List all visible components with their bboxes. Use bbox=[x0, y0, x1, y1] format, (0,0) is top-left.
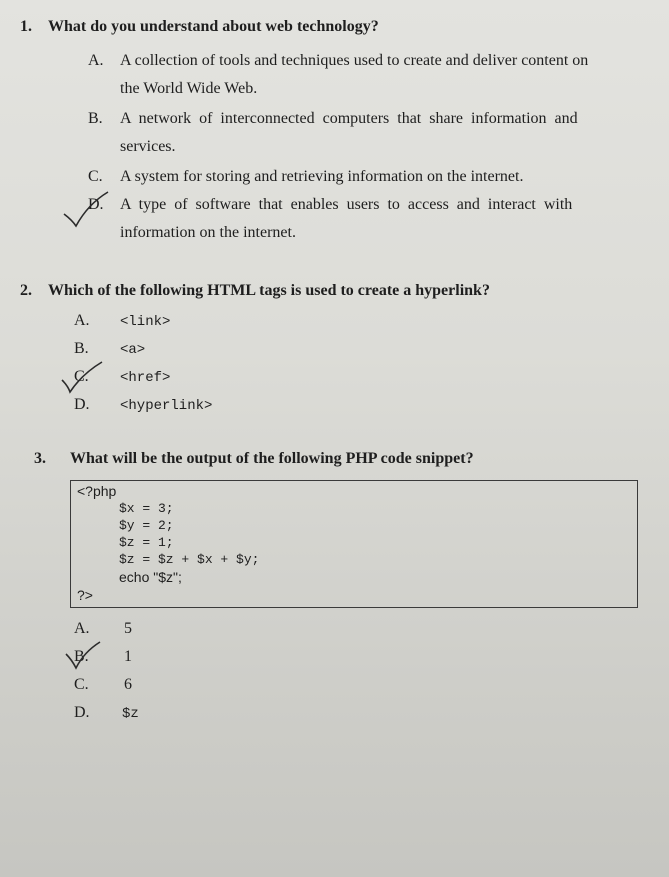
q1-option-a-line2: the World Wide Web. bbox=[120, 80, 258, 97]
code-line-y: $y = 2; bbox=[119, 518, 174, 533]
question-2-text: Which of the following HTML tags is used to create a hyperlink? bbox=[48, 282, 490, 299]
question-2-number: 2. bbox=[20, 282, 32, 299]
q3-option-c-letter[interactable]: C. bbox=[74, 676, 89, 693]
q3-option-a-letter[interactable]: A. bbox=[74, 620, 90, 637]
q1-option-a-line1: A collection of tools and techniques used to create and deliver content on bbox=[120, 52, 589, 69]
code-line-open-tag: <?php bbox=[77, 483, 117, 499]
q3-option-c-text: 6 bbox=[124, 676, 132, 693]
code-line-close-tag: ?> bbox=[77, 587, 93, 603]
answer-checkmark-q1 bbox=[62, 190, 112, 230]
q1-option-b-line1: A network of interconnected computers that share information and bbox=[120, 110, 578, 127]
q2-option-c-text: <href> bbox=[120, 370, 171, 386]
question-1-text: What do you understand about web technology? bbox=[48, 18, 379, 35]
q1-option-b-letter[interactable]: B. bbox=[88, 110, 103, 127]
q2-option-c-letter[interactable]: C. bbox=[74, 368, 89, 385]
code-snippet-box bbox=[70, 480, 638, 608]
code-line-z: $z = 1; bbox=[119, 535, 174, 550]
question-3-text: What will be the output of the following PHP code snippet? bbox=[70, 450, 474, 467]
q1-option-c-letter[interactable]: C. bbox=[88, 168, 103, 185]
q3-option-a-text: 5 bbox=[124, 620, 132, 637]
answer-checkmark-q3 bbox=[64, 640, 104, 670]
code-line-echo: echo "$z"; bbox=[119, 569, 182, 585]
q2-option-b-text: <a> bbox=[120, 342, 146, 358]
q1-option-d-line1: A type of software that enables users to access and interact with bbox=[120, 196, 573, 213]
q3-option-b-text: 1 bbox=[124, 648, 132, 665]
q3-option-d-letter[interactable]: D. bbox=[74, 704, 90, 721]
q1-option-d-line2: information on the internet. bbox=[120, 224, 296, 241]
code-line-x: $x = 3; bbox=[119, 501, 174, 516]
q2-option-d-letter[interactable]: D. bbox=[74, 396, 90, 413]
question-3-number: 3. bbox=[34, 450, 46, 467]
answer-checkmark-q2 bbox=[60, 360, 110, 396]
q2-option-d-text: <hyperlink> bbox=[120, 398, 213, 414]
code-line-sum: $z = $z + $x + $y; bbox=[119, 552, 260, 567]
q1-option-a-letter[interactable]: A. bbox=[88, 52, 104, 69]
q1-option-d-letter[interactable]: D. bbox=[88, 196, 104, 213]
q1-option-c-line1: A system for storing and retrieving information on the internet. bbox=[120, 168, 524, 185]
question-1-number: 1. bbox=[20, 18, 32, 35]
q3-option-d-text: $z bbox=[122, 706, 139, 722]
q2-option-b-letter[interactable]: B. bbox=[74, 340, 89, 357]
q2-option-a-text: <link> bbox=[120, 314, 171, 330]
q1-option-b-line2: services. bbox=[120, 138, 176, 155]
q3-option-b-letter[interactable]: B. bbox=[74, 648, 89, 665]
q2-option-a-letter[interactable]: A. bbox=[74, 312, 90, 329]
